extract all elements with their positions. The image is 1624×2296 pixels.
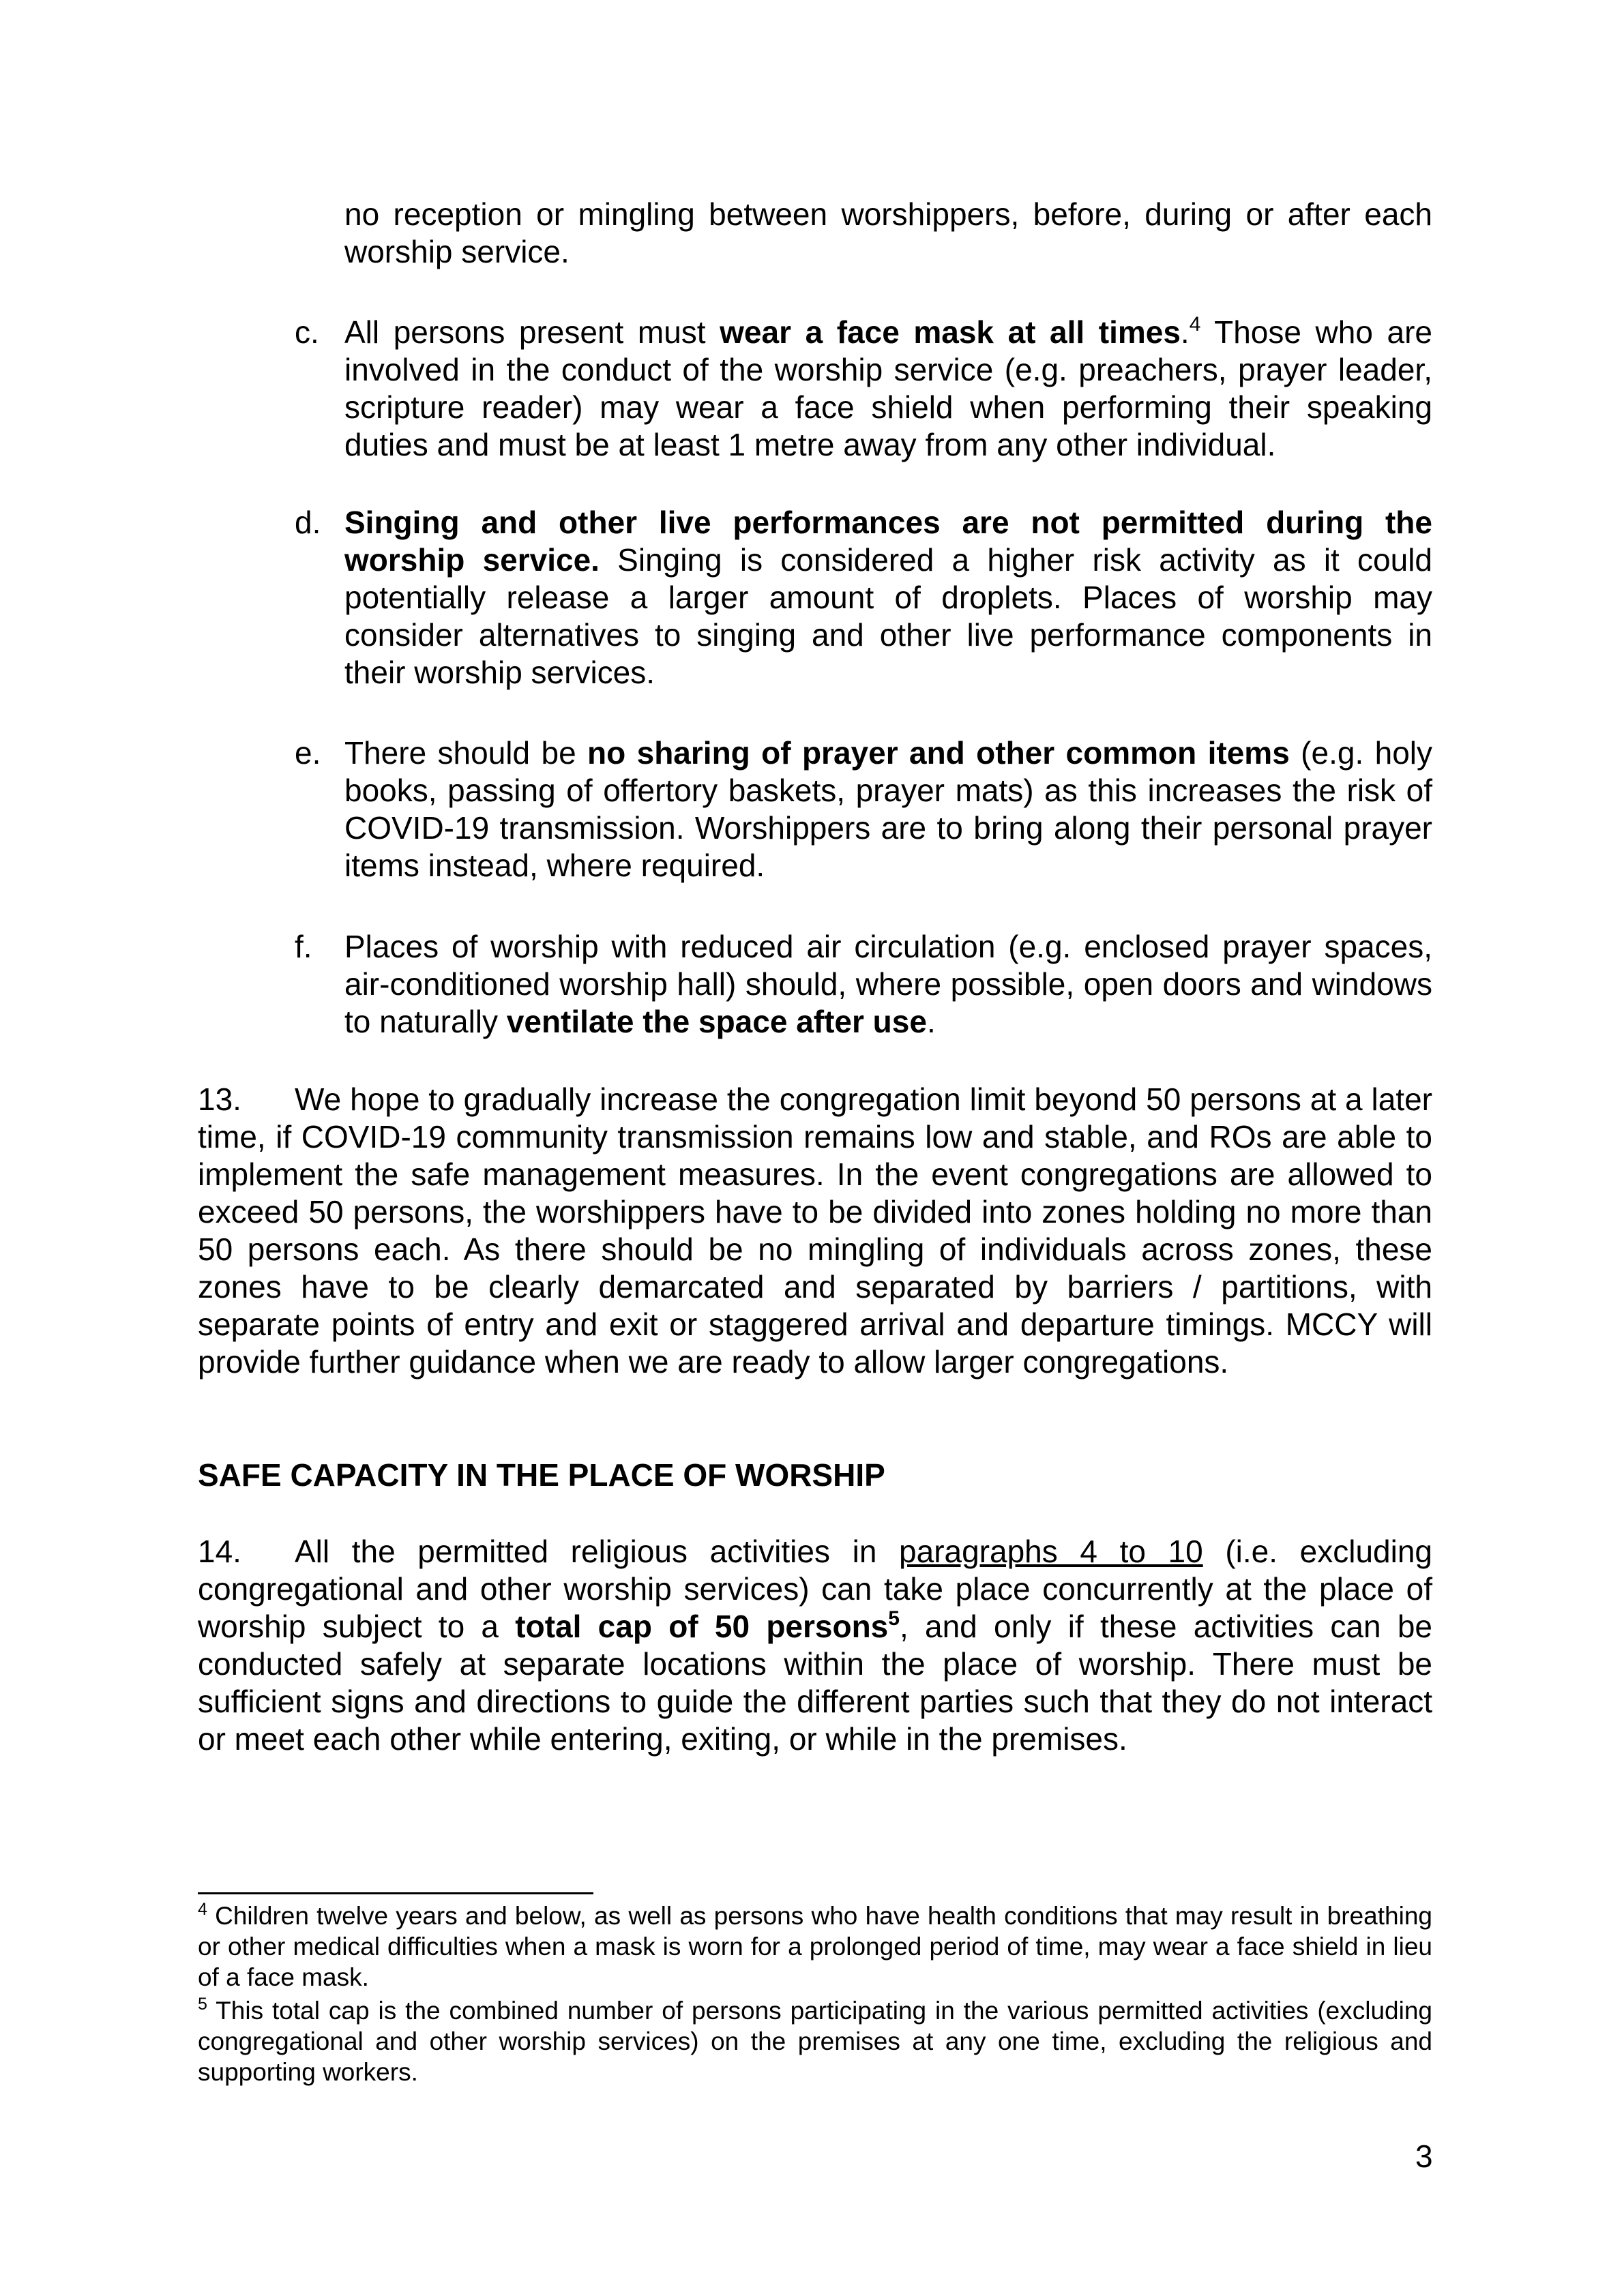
footnote-4: $^4$ Children twelve years and below, as well as persons who have health conditions that may result in breathing or other medical difficulties when a mask is worn for a prolonged period of time, may wear a face shield in lieu of a face mask. [198, 1900, 1432, 1991]
page-number: 3 [1415, 2138, 1433, 2174]
total-cap-emphasis: total cap of 50 persons$^5$ [515, 1607, 900, 1644]
item-c-text: All persons present must wear a face mask at all times.$^4$ Those who are involved in the conduct of the worship service (e.g. preachers, prayer leader, scripture reader) may wear a face shield when performing their speaking duties and must be at least 1 metre away from any other individual. [344, 313, 1432, 462]
item-c-letter: c. [295, 314, 319, 350]
paragraph-14: 14. All the permitted religious activities in paragraphs 4 to 10 (i.e. excluding congregational and other worship services) can take place concurrently at the place of worship subject to a total cap of 50 persons$^5$, and only if these activities can be conducted safely at separate locations within the place of worship. There must be sufficient signs and directions to guide the different parties such that they do not interact or meet each other while entering, exiting, or while in the premises. [198, 1534, 1433, 1757]
paragraph-13: 13. We hope to gradually increase the congregation limit beyond 50 persons at a later time, if COVID-19 community transmission remains low and stable, and ROs are able to implement the safe management measures. In the event congregations are allowed to exceed 50 persons, the worshippers have to be divided into zones holding no more than 50 persons each. As there should be no mingling of individuals across zones, these zones have to be clearly demarcated and separated by barriers / partitions, with separate points of entry and exit or staggered arrival and departure timings. MCCY will provide further guidance when we are ready to allow larger congregations. [198, 1082, 1432, 1380]
item-d-text: Singing and other live performances are not permitted during the worship service. Singing is considered a higher risk activity as it could potentially release a larger amount of droplets. Places of worship may consider alternatives to singing and other live performance components in their worship services. [344, 505, 1433, 690]
item-f-emphasis: ventilate the space after use [506, 1004, 927, 1039]
footnote-4-number: 4 [198, 1900, 207, 1919]
item-d-emphasis: Singing and other live performances are not permitted during the worship service. [344, 505, 1432, 578]
item-f-text: Places of worship with reduced air circulation (e.g. enclosed prayer spaces, air-conditioned worship hall) should, where possible, open doors and windows to naturally ventilate the space after use. [344, 929, 1432, 1039]
item-f-letter: f. [295, 929, 312, 964]
footnote-ref-4[interactable]: 4 [1189, 313, 1201, 336]
footnote-5-number: 5 [198, 1995, 207, 2014]
paragraphs-4-to-10-link[interactable]: paragraphs 4 to 10 [899, 1534, 1203, 1569]
footnote-ref-5[interactable]: 5 [888, 1607, 900, 1630]
paragraph-13-number: 13. [198, 1082, 241, 1117]
footnote-separator [198, 1892, 593, 1894]
footnote-5: $^5$ This total cap is the combined number of persons participating in the various permitted activities (excluding congregational and other worship services) on the premises at any one time, excluding the religious and supporting workers. [198, 1995, 1432, 2086]
item-e-emphasis: no sharing of prayer and other common items [587, 735, 1290, 771]
paragraph-14-number: 14. [198, 1534, 241, 1569]
item-d-letter: d. [295, 505, 321, 540]
item-e-letter: e. [295, 735, 321, 771]
item-c-emphasis: wear a face mask at all times [720, 314, 1181, 350]
section-heading: SAFE CAPACITY IN THE PLACE OF WORSHIP [198, 1457, 885, 1493]
item-b-continuation: no reception or mingling between worshippers, before, during or after each worship service. [344, 196, 1432, 269]
item-e-text: There should be no sharing of prayer and other common items (e.g. holy books, passing of offertory baskets, prayer mats) as this increases the risk of COVID-19 transmission. Worshippers are to bring along their personal prayer items instead, where required. [344, 735, 1432, 883]
